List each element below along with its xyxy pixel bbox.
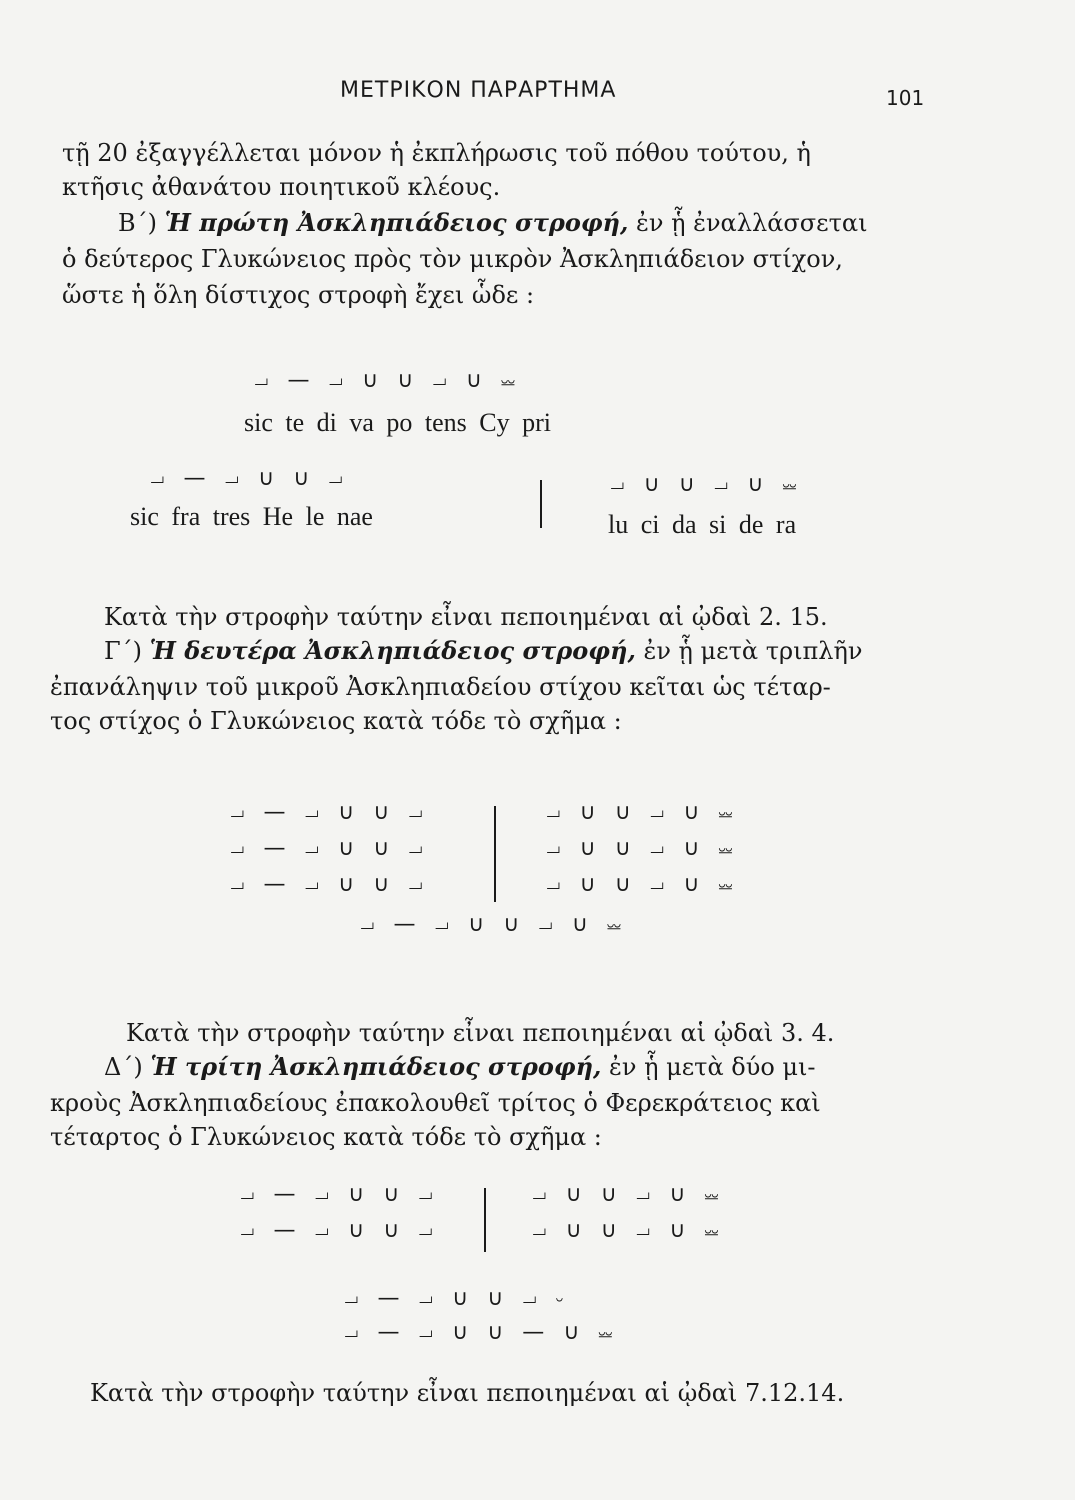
section-d-scheme-left-2: ⏗ — ⏗ ∪ ∪ ⏗ (240, 1218, 439, 1243)
section-c-line-1 (104, 636, 862, 666)
section-d-closing: Κατὰ τὴν στροφὴν ταύτην εἶναι πεποιημέναι αἱ ᾠδαὶ 7.12.14. (90, 1379, 845, 1407)
section-d-scheme-last-2: ⏗ — ⏗ ∪ ∪ — ∪ ⏕ (344, 1320, 619, 1345)
section-d-line-2: κροὺς Ἀσκληπιαδείους ἐπακολουθεῖ τρίτος ὁ Φερεκράτειος καὶ (50, 1089, 821, 1117)
section-c-closing: Κατὰ τὴν στροφὴν ταύτην εἶναι πεποιημέναι αἱ ᾠδαὶ 3. 4. (126, 1019, 835, 1047)
section-c-heading: Ἡ δευτέρα Ἀσκληπιάδειος στροφή, (149, 636, 636, 665)
section-b-line-3: ὥστε ἡ ὅλη δίστιχος στροφὴ ἔχει ὧδε : (62, 281, 535, 309)
section-d-scheme-right-1: ⏗ ∪ ∪ ⏗ ∪ ⏕ (532, 1182, 725, 1207)
section-c-scheme-last: ⏗ — ⏗ ∪ ∪ ⏗ ∪ ⏕ (360, 912, 627, 937)
section-c-scheme-right-1: ⏗ ∪ ∪ ⏗ ∪ ⏕ (546, 800, 739, 825)
running-header (0, 78, 1075, 110)
section-c-scheme-left-2: ⏗ — ⏗ ∪ ∪ ⏗ (230, 836, 429, 861)
section-d-scheme-left-1: ⏗ — ⏗ ∪ ∪ ⏗ (240, 1182, 439, 1207)
section-b-heading: Ἡ πρώτη Ἀσκληπιάδειος στροφή, (164, 208, 629, 237)
section-d-line-1 (104, 1052, 816, 1082)
section-c-line-3: τος στίχος ὁ Γλυκώνειος κατὰ τόδε τὸ σχῆμα : (50, 707, 622, 735)
section-d-label: Δ΄) (104, 1053, 143, 1081)
page-number: 101 (886, 86, 925, 110)
section-d-line1-rest: ἐν ᾗ μετὰ δύο μι- (609, 1053, 816, 1081)
section-b-line-2: ὁ δεύτερος Γλυκώνειος πρὸς τὸν μικρὸν Ἀσκληπιάδειον στίχον, (62, 245, 843, 273)
section-c-line-2: ἐπανάληψιν τοῦ μικροῦ Ἀσκληπιαδείου στίχου κεῖται ὡς τέταρ- (50, 673, 831, 701)
section-b-latin-row-2-right: lu ci da si de ra (608, 510, 797, 539)
section-b-scheme-row-2-left: ⏗ — ⏗ ∪ ∪ ⏗ (150, 466, 349, 491)
caesura-bar (494, 806, 496, 902)
section-c-scheme-left-1: ⏗ — ⏗ ∪ ∪ ⏗ (230, 800, 429, 825)
section-c-scheme-right-3: ⏗ ∪ ∪ ⏗ ∪ ⏕ (546, 872, 739, 897)
section-c-scheme-left-3: ⏗ — ⏗ ∪ ∪ ⏗ (230, 872, 429, 897)
section-b-line-1 (118, 208, 868, 238)
section-b-label: Β΄) (118, 209, 157, 237)
intro-line-2: κτῆσις ἀθανάτου ποιητικοῦ κλέους. (62, 173, 501, 201)
section-b-scheme-row-2-right: ⏗ ∪ ∪ ⏗ ∪ ⏕ (610, 472, 803, 497)
section-b-closing: Κατὰ τὴν στροφὴν ταύτην εἶναι πεποιημέναι αἱ ᾠδαὶ 2. 15. (104, 603, 828, 631)
section-c-scheme-right-2: ⏗ ∪ ∪ ⏗ ∪ ⏕ (546, 836, 739, 861)
intro-line-1: τῇ 20 ἐξαγγέλλεται μόνον ἡ ἐκπλήρωσις τοῦ πόθου τούτου, ἡ (62, 139, 811, 167)
section-c-line1-rest: ἐν ᾗ μετὰ τριπλῆν (643, 637, 863, 665)
section-d-scheme-right-2: ⏗ ∪ ∪ ⏗ ∪ ⏕ (532, 1218, 725, 1243)
caesura-bar (540, 480, 542, 528)
header-title: ΜΕΤΡΙΚΟΝ ΠΑΡΑΡΤΗΜΑ (340, 78, 617, 103)
section-b-latin-row-2-left: sic fra tres He le nae (130, 502, 373, 531)
caesura-bar (484, 1188, 486, 1252)
section-d-heading: Ἡ τρίτη Ἀσκληπιάδειος στροφή, (150, 1052, 602, 1081)
section-d-line-3: τέταρτος ὁ Γλυκώνειος κατὰ τόδε τὸ σχῆμα : (50, 1123, 602, 1151)
section-b-scheme-row-1: ⏗ — ⏗ ∪ ∪ ⏗ ∪ ⏕ (254, 368, 521, 393)
section-b-line1-rest: ἐν ᾗ ἐναλλάσσεται (635, 209, 868, 237)
section-b-latin-row-1: sic te di va po tens Cy pri (244, 408, 552, 437)
section-d-scheme-last-1: ⏗ — ⏗ ∪ ∪ ⏗ ⏑ (344, 1286, 570, 1311)
section-c-label: Γ΄) (104, 637, 143, 665)
